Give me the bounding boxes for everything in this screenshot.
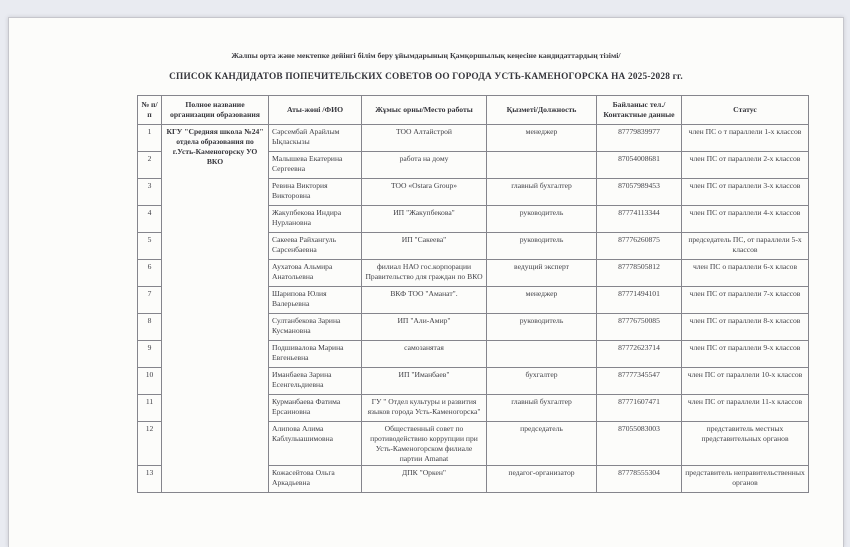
- phone-cell: 87057989453: [597, 179, 682, 206]
- name-cell: Шарипова Юлия Валерьевна: [269, 287, 362, 314]
- row-number-cell: 7: [138, 287, 162, 314]
- row-number-cell: 6: [138, 260, 162, 287]
- phone-cell: 87778555304: [597, 466, 682, 493]
- phone-cell: 87778505812: [597, 260, 682, 287]
- position-cell: педагог-организатор: [487, 466, 597, 493]
- document-title-russian: СПИСОК КАНДИДАТОВ ПОПЕЧИТЕЛЬСКИХ СОВЕТОВ ОО ГОРОДА УСТЬ-КАМЕНОГОРСКА НА 2025-2028 гг.: [169, 72, 683, 82]
- header-cell-position: Қызметі/Должность: [487, 96, 597, 125]
- position-cell: руководитель: [487, 314, 597, 341]
- workplace-cell: ИП "Жакупбекова": [362, 206, 487, 233]
- status-cell: председатель ПС, от параллели 5-х классов: [682, 233, 809, 260]
- name-cell: Подшивалова Марина Евгеньевна: [269, 341, 362, 368]
- organization-cell: КГУ "Средняя школа №24" отдела образования по г.Усть-Каменогорску УО ВКО: [162, 125, 269, 493]
- status-cell: член ПС от параллели 8-х классов: [682, 314, 809, 341]
- row-number-cell: 2: [138, 152, 162, 179]
- position-cell: главный бухгалтер: [487, 395, 597, 422]
- status-cell: член ПС от параллели 4-х классов: [682, 206, 809, 233]
- phone-cell: 87055083003: [597, 422, 682, 466]
- status-cell: член ПС от параллели 10-х классов: [682, 368, 809, 395]
- position-cell: [487, 341, 597, 368]
- header-cell-organization: Полное название организации образования: [162, 96, 269, 125]
- position-cell: менеджер: [487, 287, 597, 314]
- status-cell: представитель неправительственных органов: [682, 466, 809, 493]
- name-cell: Кожасейтова Ольга Аркадьевна: [269, 466, 362, 493]
- document-title-kazakh: Жалпы орта және мектепке дейінгі білім беру ұйымдарының Қамқоршылық кеңесіне кандидаттардың тізімі/: [231, 51, 621, 60]
- status-cell: член ПС от параллели 2-х классов: [682, 152, 809, 179]
- name-cell: Сәрсембай Арайлым Ықласкызы: [269, 125, 362, 152]
- position-cell: [487, 152, 597, 179]
- position-cell: ведущий эксперт: [487, 260, 597, 287]
- phone-cell: 87776260875: [597, 233, 682, 260]
- workplace-cell: ИП "Али-Амир": [362, 314, 487, 341]
- name-cell: Иманбаева Зарина Есенгельдиевна: [269, 368, 362, 395]
- name-cell: Сакеева Райхангуль Сарсенбаевна: [269, 233, 362, 260]
- row-number-cell: 9: [138, 341, 162, 368]
- row-number-cell: 5: [138, 233, 162, 260]
- phone-cell: 87779839977: [597, 125, 682, 152]
- name-cell: Султанбекова Зарина Кусмановна: [269, 314, 362, 341]
- name-cell: Ревина Виктория Викторовна: [269, 179, 362, 206]
- workplace-cell: ИП "Иманбаев": [362, 368, 487, 395]
- phone-cell: 87774113344: [597, 206, 682, 233]
- workplace-cell: работа на дому: [362, 152, 487, 179]
- position-cell: председатель: [487, 422, 597, 466]
- header-cell-workplace: Жұмыс орны/Место работы: [362, 96, 487, 125]
- header-cell-number: № п/п: [138, 96, 162, 125]
- header-cell-phone: Байланыс тел./Контактные данные: [597, 96, 682, 125]
- phone-cell: 87771494101: [597, 287, 682, 314]
- name-cell: Курманбаева Фатима Ерсаиновна: [269, 395, 362, 422]
- row-number-cell: 13: [138, 466, 162, 493]
- name-cell: Жакупбекова Индира Нурлановна: [269, 206, 362, 233]
- header-cell-status: Статус: [682, 96, 809, 125]
- workplace-cell: ТОО Алтайстрой: [362, 125, 487, 152]
- status-cell: член ПС от параллели 9-х классов: [682, 341, 809, 368]
- phone-cell: 87777345547: [597, 368, 682, 395]
- position-cell: руководитель: [487, 233, 597, 260]
- phone-cell: 87771607471: [597, 395, 682, 422]
- row-number-cell: 11: [138, 395, 162, 422]
- workplace-cell: ИП "Сакеева": [362, 233, 487, 260]
- table-body: [138, 125, 809, 493]
- row-number-cell: 12: [138, 422, 162, 466]
- name-cell: Алипова Алима Каблулыашимовна: [269, 422, 362, 466]
- workplace-cell: ВКФ ТОО "Аманат".: [362, 287, 487, 314]
- table-row: [138, 125, 809, 152]
- name-cell: Малышева Екатерина Сергеевна: [269, 152, 362, 179]
- workplace-cell: ДПК "Оркен": [362, 466, 487, 493]
- status-cell: член ПС от параллели 11-х классов: [682, 395, 809, 422]
- table-header-row: [138, 96, 809, 125]
- position-cell: бухгалтер: [487, 368, 597, 395]
- status-cell: член ПС от параллели 3-х классов: [682, 179, 809, 206]
- phone-cell: 87772623714: [597, 341, 682, 368]
- candidates-table: [137, 95, 809, 493]
- workplace-cell: ГУ " Отдел культуры и развития языков города Усть-Каменогорска": [362, 395, 487, 422]
- row-number-cell: 10: [138, 368, 162, 395]
- position-cell: руководитель: [487, 206, 597, 233]
- workplace-cell: филиал НАО гос.корпорации Правительство для граждан по ВКО: [362, 260, 487, 287]
- position-cell: менеджер: [487, 125, 597, 152]
- row-number-cell: 3: [138, 179, 162, 206]
- row-number-cell: 1: [138, 125, 162, 152]
- workplace-cell: самозанятая: [362, 341, 487, 368]
- status-cell: член ПС о т параллели 1-х классов: [682, 125, 809, 152]
- row-number-cell: 4: [138, 206, 162, 233]
- status-cell: представитель местных представительных органов: [682, 422, 809, 466]
- row-number-cell: 8: [138, 314, 162, 341]
- name-cell: Аухатова Альмира Анатольевна: [269, 260, 362, 287]
- scanned-document-page: [8, 17, 844, 547]
- position-cell: главный бухгалтер: [487, 179, 597, 206]
- header-cell-name: Аты-жөні /ФИО: [269, 96, 362, 125]
- phone-cell: 87054008681: [597, 152, 682, 179]
- workplace-cell: ТОО «Ostara Group»: [362, 179, 487, 206]
- phone-cell: 87776750085: [597, 314, 682, 341]
- status-cell: член ПС от параллели 7-х классов: [682, 287, 809, 314]
- status-cell: член ПС о параллели 6-х класов: [682, 260, 809, 287]
- workplace-cell: Общественный совет по противодействию коррупции при Усть-Каменогорском филиале партии Amanat: [362, 422, 487, 466]
